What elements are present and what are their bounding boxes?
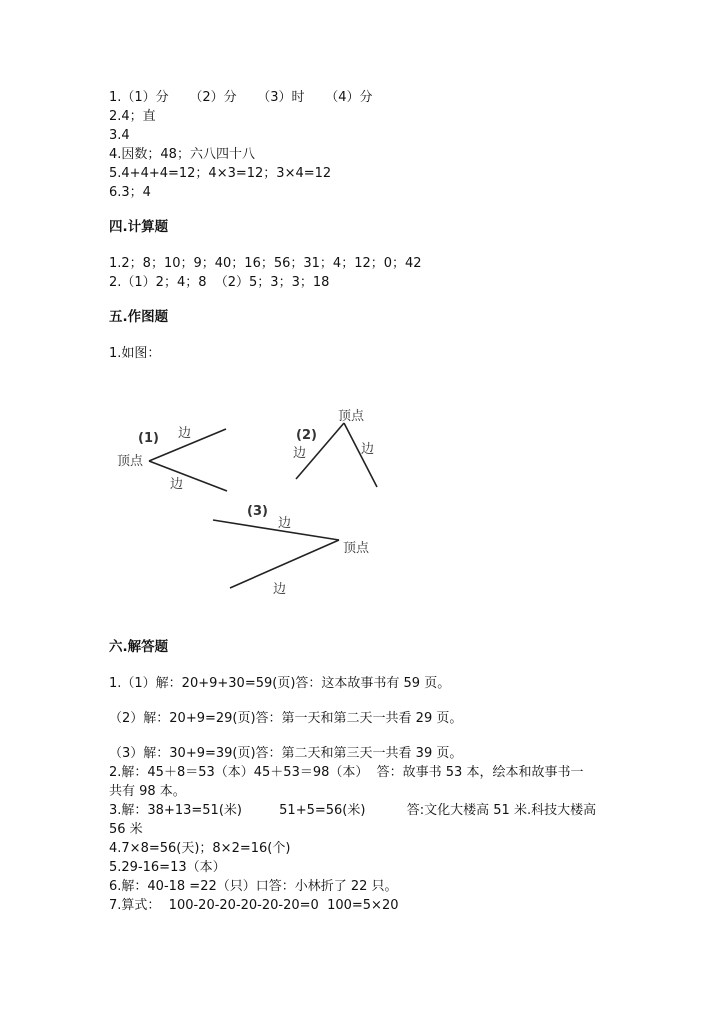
answer-line: 2.解：45＋8＝53（本）45＋53＝98（本） 答：故事书 53 本，绘本和故事书一 bbox=[109, 765, 584, 780]
answer-line: 2.4；直 bbox=[109, 109, 156, 124]
answer-line: 3.解：38+13=51(米) 51+5=56(米) 答:文化大楼高 51 米.科技大楼高 bbox=[109, 803, 597, 818]
angle-3-side-bottom bbox=[230, 540, 339, 588]
angle-2-vertex-label: 顶点 bbox=[338, 409, 365, 424]
angle-2-label: (2) bbox=[296, 428, 317, 443]
answer-line: （3）解：30+9=39(页)答：第二天和第三天一共看 39 页。 bbox=[109, 746, 463, 761]
answer-line: 56 米 bbox=[109, 822, 143, 837]
angle-1-side-label: 边 bbox=[170, 477, 184, 492]
answer-line: 3.4 bbox=[109, 128, 130, 143]
angle-1-side-bottom bbox=[149, 461, 227, 491]
angle-3-side-label: 边 bbox=[273, 582, 287, 597]
angle-1-vertex-label: 顶点 bbox=[117, 454, 144, 469]
answer-line: 共有 98 本。 bbox=[109, 784, 186, 799]
section-heading-calculation: 四.计算题 bbox=[109, 219, 169, 235]
angle-1-label: (1) bbox=[138, 431, 159, 446]
answer-line: 2.（1）2；4；8 （2）5；3；3；18 bbox=[109, 275, 330, 290]
answer-line: 6.3；4 bbox=[109, 185, 151, 200]
answer-line: 6.解：40-18 =22（只）口答：小林折了 22 只。 bbox=[109, 879, 398, 894]
section-heading-drawing: 五.作图题 bbox=[109, 309, 169, 325]
answer-line: 4.因数；48；六八四十八 bbox=[109, 147, 255, 162]
angle-3-label: (3) bbox=[247, 504, 268, 519]
answer-line: 1.如图： bbox=[109, 346, 161, 361]
angle-2-side-label: 边 bbox=[293, 446, 307, 461]
angle-3-vertex-label: 顶点 bbox=[343, 541, 370, 556]
angle-diagram-3 bbox=[213, 520, 339, 588]
section-heading-word-problems: 六.解答题 bbox=[109, 639, 169, 655]
answer-line: 5.29-16=13（本） bbox=[109, 860, 226, 875]
angle-1-side-label: 边 bbox=[178, 426, 192, 441]
answer-line: 7.算式： 100-20-20-20-20-20=0 100=5×20 bbox=[109, 898, 399, 913]
answer-line: （2）解：20+9=29(页)答：第一天和第二天一共看 29 页。 bbox=[109, 711, 463, 726]
answer-line: 1.（1）分 （2）分 （3）时 （4）分 bbox=[109, 90, 373, 105]
answer-line: 1.（1）解：20+9+30=59(页)答：这本故事书有 59 页。 bbox=[109, 676, 451, 691]
answer-line: 5.4+4+4=12；4×3=12；3×4=12 bbox=[109, 166, 332, 181]
angle-3-side-top bbox=[213, 520, 339, 540]
answer-line: 4.7×8=56(天)；8×2=16(个) bbox=[109, 841, 291, 856]
angle-2-side-label: 边 bbox=[361, 442, 375, 457]
angle-3-side-label: 边 bbox=[278, 516, 292, 531]
answer-line: 1.2；8；10；9；40；16；56；31；4；12；0；42 bbox=[109, 256, 422, 271]
